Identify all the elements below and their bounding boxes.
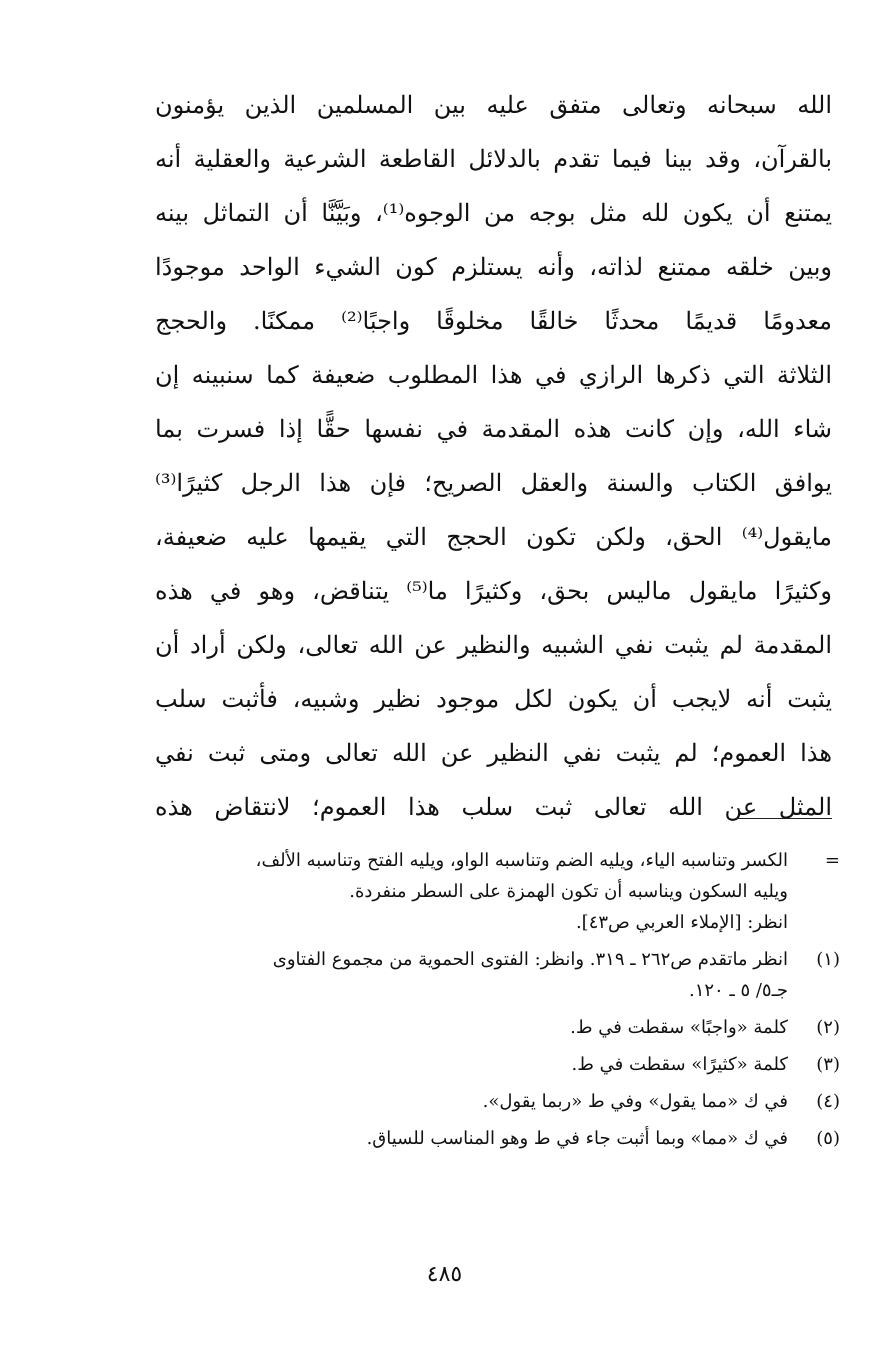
- footnote-line: في ك «مما» وبما أثبت جاء في ط وهو المناسب للسياق.: [366, 1128, 788, 1149]
- text-line: يوافق الكتاب والسنة والعقل الصريح؛ فإن هذا الرجل كثيرًا⁽³⁾: [155, 469, 832, 497]
- footnote-line: انظر ماتقدم ص٢٦٢ ـ ٣١٩. وانظر: الفتوى الحموية من مجموع الفتاوى: [272, 949, 788, 970]
- footnote-2: [150, 1012, 840, 1043]
- footnote-4: [150, 1086, 840, 1117]
- footnote-marker: (٢): [816, 1017, 840, 1038]
- footnote-marker: (١): [816, 949, 840, 970]
- text-line: مايقول⁽⁴⁾ الحق، ولكن تكون الحجج التي يقيمها عليه ضعيفة،: [155, 523, 832, 551]
- footnote-separator: [735, 818, 832, 819]
- text-line: المقدمة لم يثبت نفي الشبيه والنظير عن الله تعالى، ولكن أراد أن: [155, 631, 832, 659]
- footnote-line: في ك «مما يقول» وفي ط «ربما يقول».: [482, 1091, 788, 1112]
- footnote-text: [150, 1086, 788, 1117]
- text-line: الثلاثة التي ذكرها الرازي في هذا المطلوب ضعيفة كما سنبينه إن: [155, 361, 832, 389]
- text-line: بالقرآن، وقد بينا فيما تقدم بالدلائل القاطعة الشرعية والعقلية أنه: [155, 145, 832, 173]
- footnote-marker: =: [824, 850, 840, 871]
- footnote-text: [150, 944, 788, 1006]
- text-line: هذا العموم؛ لم يثبت نفي النظير عن الله تعالى ومتى ثبت نفي: [155, 739, 832, 767]
- text-line: شاء الله، وإن كانت هذه المقدمة في نفسها حقًّا إذا فسرت بما: [155, 415, 832, 443]
- text-line: المثل عن الله تعالى ثبت سلب هذا العموم؛ لانتقاض هذه: [155, 793, 832, 821]
- footnote-marker: (٣): [816, 1054, 840, 1075]
- footnote-text: [150, 1049, 788, 1080]
- footnote-line: جـ٥/ ٥ ـ ١٢٠.: [688, 980, 788, 1001]
- footnote-line: الكسر وتناسبه الياء، ويليه الضم وتناسبه الواو، ويليه الفتح وتناسبه الألف،: [255, 850, 788, 871]
- page-number: ٤٨٥: [426, 1262, 463, 1287]
- footnote-5: [150, 1123, 840, 1154]
- main-text: [155, 78, 832, 834]
- footnote-line: ويليه السكون ويناسبه أن تكون الهمزة على السطر منفردة.: [349, 881, 788, 902]
- footnote-continuation: [150, 845, 840, 938]
- text-line: وبين خلقه ممتنع لذاته، وأنه يستلزم كون الشيء الواحد موجودًا: [155, 253, 832, 281]
- footnote-1: [150, 944, 840, 1006]
- footnote-text: [150, 1123, 788, 1154]
- footnote-text: [150, 845, 788, 938]
- text-line: يمتنع أن يكون لله مثل بوجه من الوجوه⁽¹⁾، وبَيَّنَّا أن التماثل بينه: [155, 199, 832, 227]
- text-line: وكثيرًا مايقول ماليس بحق، وكثيرًا ما⁽⁵⁾ يتناقض، وهو في هذه: [155, 577, 832, 605]
- text-line: الله سبحانه وتعالى متفق عليه بين المسلمين الذين يؤمنون: [155, 91, 832, 119]
- footnote-text: [150, 1012, 788, 1043]
- text-line: معدومًا قديمًا محدثًا خالقًا مخلوقًا واجبًا⁽²⁾ ممكنًا. والحجج: [155, 307, 832, 335]
- footnotes: [150, 845, 840, 1160]
- footnote-line: كلمة «كثيرًا» سقطت في ط.: [571, 1054, 788, 1075]
- footnote-3: [150, 1049, 840, 1080]
- footnote-line: انظر: [الإملاء العربي ص٤٣].: [575, 912, 788, 933]
- footnote-line: كلمة «واجبًا» سقطت في ط.: [570, 1017, 788, 1038]
- text-line: يثبت أنه لايجب أن يكون لكل موجود نظير وشبيه، فأثبت سلب: [155, 685, 832, 713]
- footnote-marker: (٥): [816, 1128, 840, 1149]
- footnote-marker: (٤): [816, 1091, 840, 1112]
